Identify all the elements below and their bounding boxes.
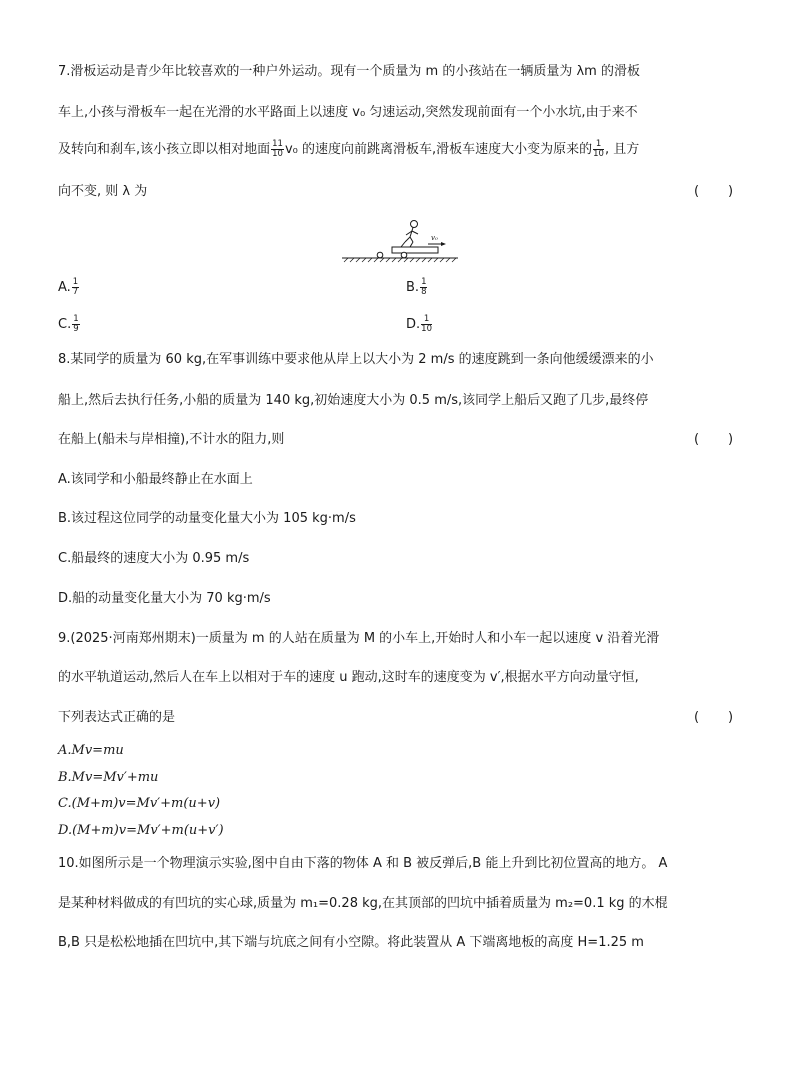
q7-fraction-1-10 — [593, 140, 604, 159]
q7-option-c — [58, 315, 81, 334]
velocity-arrowhead — [441, 242, 446, 246]
q8-line-1: 8.某同学的质量为 60 kg,在军事训练中要求他从岸上以大小为 2 m/s 的速度跳到一条向他缓缓漂来的小 — [58, 352, 654, 367]
option-letter: D. — [406, 317, 421, 332]
q7-line-1: 7.滑板运动是青少年比较喜欢的一种户外运动。现有一个质量为 m 的小孩站在一辆质量为 λm 的滑板 — [58, 64, 640, 79]
velocity-label: v₀ — [431, 234, 438, 242]
q8-line-2: 船上,然后去执行任务,小船的质量为 140 kg,初始速度大小为 0.5 m/s,该同学上船后又跑了几步,最终停 — [58, 393, 649, 408]
q7-line-3-text-a: 及转向和刹车,该小孩立即以相对地面 — [58, 142, 271, 157]
fraction-denominator: 8 — [421, 287, 427, 297]
q7-line-2: 车上,小孩与滑板车一起在光滑的水平路面上以速度 v₀ 匀速运动,突然发现前面有一个小水坑,由于来不 — [58, 105, 638, 120]
fraction-numerator: 1 — [73, 314, 79, 324]
option-letter: A. — [58, 280, 71, 295]
option-fraction — [421, 315, 432, 334]
q7-answer-bracket: ( ) — [694, 184, 734, 199]
skateboard-deck — [392, 247, 438, 253]
option-letter: B. — [406, 280, 420, 295]
q7-option-a — [58, 278, 80, 297]
option-fraction — [72, 315, 79, 334]
q7-line-3-text-b: v₀ 的速度向前跳离滑板车,滑板车速度大小变为原来的 — [284, 142, 593, 157]
q8-option-d: D.船的动量变化量大小为 70 kg·m/s — [58, 591, 271, 606]
q9-option-d: D.(M+m)v=Mv′+m(u+v′) — [58, 823, 224, 838]
q10-line-2: 是某种材料做成的有凹坑的实心球,质量为 m₁=0.28 kg,在其顶部的凹坑中插着质量为 m₂=0.1 kg 的木棍 — [58, 896, 668, 911]
child-stick-figure — [401, 221, 418, 248]
fraction-numerator: 1 — [421, 315, 432, 325]
fraction-denominator: 9 — [73, 324, 79, 334]
q9-option-a: A.Mv=mu — [58, 743, 124, 758]
fraction-denominator: 10 — [272, 149, 283, 159]
q9-line-3: 下列表达式正确的是 — [58, 710, 176, 725]
skateboard-wheel-rear — [377, 252, 383, 258]
q8-option-b: B.该过程这位同学的动量变化量大小为 105 kg·m/s — [58, 511, 356, 526]
fraction-denominator: 10 — [421, 324, 432, 334]
skateboard-figure — [340, 215, 460, 267]
q7-line-3 — [58, 140, 639, 159]
fraction-numerator: 11 — [272, 139, 283, 149]
ground-hatching — [344, 258, 456, 262]
fraction-denominator: 7 — [72, 287, 79, 297]
option-fraction — [72, 278, 79, 297]
q7-option-d — [406, 315, 433, 334]
q8-answer-bracket: ( ) — [694, 432, 734, 447]
fraction-numerator: 1 — [72, 277, 79, 287]
q7-option-b — [406, 278, 428, 297]
option-fraction — [420, 278, 427, 297]
option-letter: C. — [58, 317, 72, 332]
skateboard-wheel-front — [401, 252, 407, 258]
fraction-numerator: 1 — [421, 277, 427, 287]
q9-option-c: C.(M+m)v=Mv′+m(u+v) — [58, 796, 221, 811]
q8-option-a: A.该同学和小船最终静止在水面上 — [58, 472, 253, 487]
q8-option-c: C.船最终的速度大小为 0.95 m/s — [58, 551, 250, 566]
q10-line-3: B,B 只是松松地插在凹坑中,其下端与坑底之间有小空隙。将此装置从 A 下端离地板的高度 H=1.25 m — [58, 935, 644, 950]
fraction-denominator: 10 — [593, 149, 604, 159]
q9-line-2: 的水平轨道运动,然后人在车上以相对于车的速度 u 跑动,这时车的速度变为 v′,根据水平方向动量守恒, — [58, 670, 639, 685]
q10-line-1: 10.如图所示是一个物理演示实验,图中自由下落的物体 A 和 B 被反弹后,B 能上升到比初位置高的地方。 A — [58, 856, 668, 871]
q7-fraction-11-10 — [271, 140, 284, 159]
q9-option-b: B.Mv=Mv′+mu — [58, 770, 159, 785]
q9-answer-bracket: ( ) — [694, 710, 734, 725]
q7-line-4: 向不变, 则 λ 为 — [58, 184, 148, 199]
q7-line-3-text-c: , 且方 — [604, 142, 640, 157]
q9-line-1: 9.(2025·河南郑州期末)一质量为 m 的人站在质量为 M 的小车上,开始时人和小车一起以速度 v 沿着光滑 — [58, 631, 660, 646]
fraction-numerator: 1 — [593, 140, 604, 150]
q8-line-3: 在船上(船未与岸相撞),不计水的阻力,则 — [58, 432, 285, 447]
